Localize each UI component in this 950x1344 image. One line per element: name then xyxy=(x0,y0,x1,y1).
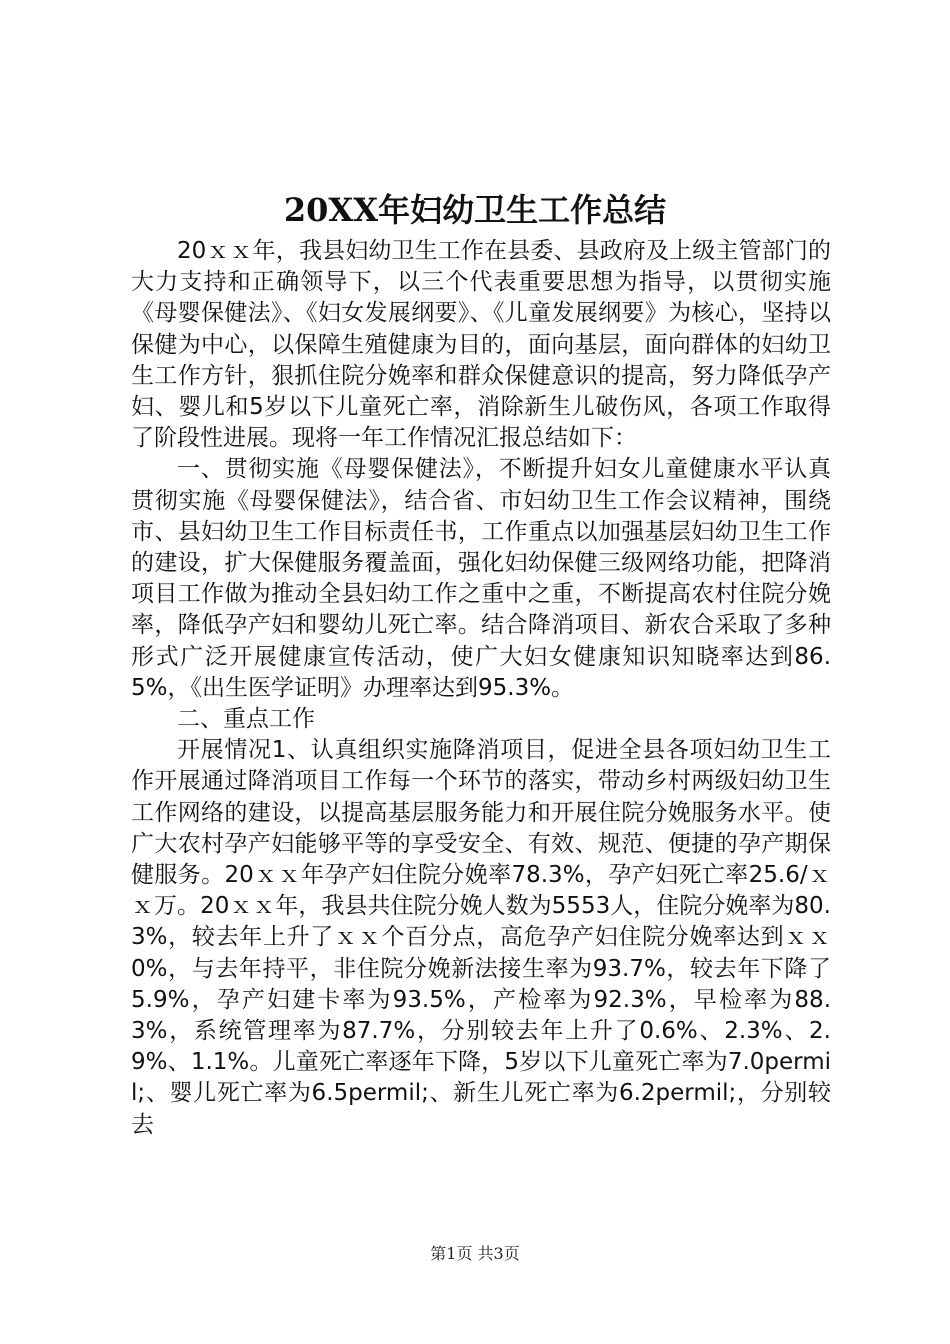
paragraph-section-two-body: 开展情况1、认真组织实施降消项目，促进全县各项妇幼卫生工作开展通过降消项目工作每一个环节的落实，带动乡村两级妇幼卫生工作网络的建设，以提高基层服务能力和开展住院分娩服务水平。使广大农村孕产妇能够平等的享受安全、有效、规范、便捷的孕产期保健服务。20ｘｘ年孕产妇住院分娩率78.3%，孕产妇死亡率25.6/ｘｘ万。20ｘｘ年，我县共住院分娩人数为5553人，住院分娩率为80.3%，较去年上升了ｘｘ个百分点，高危孕产妇住院分娩率达到ｘｘ0%，与去年持平，非住院分娩新法接生率为93.7%，较去年下降了5.9%，孕产妇建卡率为93.5%，产检率为92.3%，早检率为88.3%，系统管理率为87.7%，分别较去年上升了0.6%、2.3%、2.9%、1.1%。儿童死亡率逐年下降，5岁以下儿童死亡率为7.0permil;、婴儿死亡率为6.5permil;、新生儿死亡率为6.2permil;，分别较去 xyxy=(131,737,832,1138)
page-footer: 第1页 共3页 xyxy=(430,1244,520,1263)
document-title: 20XX年妇幼卫生工作总结 xyxy=(283,191,667,229)
document-body xyxy=(131,236,831,1141)
paragraph-intro: 20ｘｘ年，我县妇幼卫生工作在县委、县政府及上级主管部门的大力支持和正确领导下，以三个代表重要思想为指导，以贯彻实施《母婴保健法》、《妇女发展纲要》、《儿童发展纲要》为核心，坚持以保健为中心，以保障生殖健康为目的，面向基层，面向群体的妇幼卫生工作方针，狠抓住院分娩率和群众保健意识的提高，努力降低孕产妇、婴儿和5岁以下儿童死亡率，消除新生儿破伤风，各项工作取得了阶段性进展。现将一年工作情况汇报总结如下： xyxy=(131,238,831,452)
paragraph-section-two-heading: 二、重点工作 xyxy=(177,706,315,733)
paragraph-section-one: 一、贯彻实施《母婴保健法》，不断提升妇女儿童健康水平认真贯彻实施《母婴保健法》，结合省、市妇幼卫生工作会议精神，围绕市、县妇幼卫生工作目标责任书，工作重点以加强基层妇幼卫生工作的建设，扩大保健服务覆盖面，强化妇幼保健三级网络功能，把降消项目工作做为推动全县妇幼工作之重中之重，不断提高农村住院分娩率，降低孕产妇和婴幼儿死亡率。结合降消项目、新农合采取了多种形式广泛开展健康宣传活动，使广大妇女健康知识知晓率达到86.5%，《出生医学证明》办理率达到95.3%。 xyxy=(131,456,831,701)
